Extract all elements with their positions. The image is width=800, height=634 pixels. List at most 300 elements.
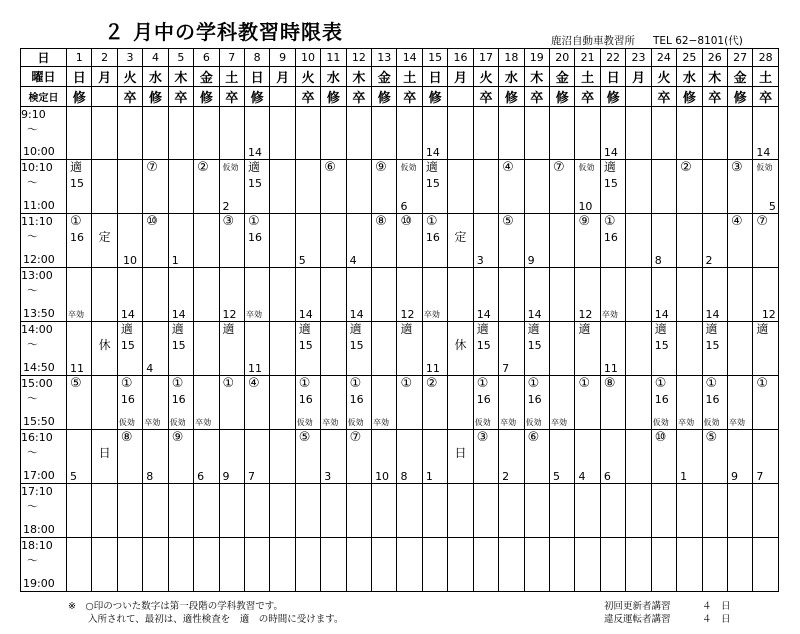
weekday: 月 (270, 67, 295, 87)
schedule-cell (397, 538, 422, 592)
weekday: 金 (727, 67, 752, 87)
cell-entry: ⑨ (375, 160, 387, 175)
schedule-cell (143, 430, 168, 484)
schedule-cell (702, 484, 727, 538)
schedule-cell (244, 430, 269, 484)
schedule-cell (753, 160, 778, 214)
schedule-cell (677, 107, 702, 160)
inspection-mark (626, 87, 651, 107)
cell-entry: 2 (222, 200, 230, 213)
schedule-cell (753, 376, 778, 430)
cell-entry: ① (476, 376, 489, 391)
cell-entry: ⑧ (375, 214, 387, 229)
schedule-cell (422, 268, 447, 322)
inspection-mark: 修 (143, 87, 168, 107)
cell-entry: 卒効 (423, 310, 440, 319)
lecture-summary (604, 600, 731, 626)
cell-entry: 適 (603, 160, 616, 174)
cell-entry: ⑩ (400, 214, 413, 229)
schedule-cell (753, 214, 778, 268)
schedule-cell (321, 322, 346, 376)
day-number: 24 (651, 49, 676, 67)
cell-entry: ① (756, 376, 769, 391)
schedule-cell (727, 430, 752, 484)
schedule-cell (651, 268, 676, 322)
cell-entry: ⑥ (527, 430, 540, 445)
weekday: 月 (92, 67, 117, 87)
cell-entry: ① (654, 376, 667, 391)
cell-entry: 11 (425, 362, 440, 375)
schedule-cell (753, 322, 778, 376)
schedule-cell (677, 268, 702, 322)
schedule-cell (753, 538, 778, 592)
inspection-mark: 卒 (397, 87, 422, 107)
time-end: 18:00 (23, 523, 55, 536)
cell-entry: 適 (756, 322, 769, 336)
day-row (21, 49, 779, 67)
schedule-cell (702, 268, 727, 322)
inspection-mark (270, 87, 295, 107)
cell-entry: ① (400, 376, 413, 391)
schedule-cell (346, 214, 371, 268)
schedule-cell (321, 484, 346, 538)
time-cell (21, 268, 67, 322)
weekday: 金 (372, 67, 397, 87)
schedule-cell (727, 322, 752, 376)
weekday: 金 (194, 67, 219, 87)
cell-entry: 12 (400, 308, 415, 321)
schedule-cell (117, 538, 142, 592)
cell-entry: 休 (98, 338, 111, 352)
schedule-cell (67, 538, 92, 592)
cell-entry: 16 (705, 393, 720, 406)
schedule-cell (397, 268, 422, 322)
cell-entry: 6 (400, 200, 408, 213)
schedule-cell (727, 376, 752, 430)
period-row (21, 160, 779, 214)
schedule-cell (346, 430, 371, 484)
schedule-cell (651, 538, 676, 592)
schedule-cell (600, 214, 625, 268)
cell-entry: 14 (705, 308, 720, 321)
schedule-cell (677, 160, 702, 214)
schedule-cell (67, 376, 92, 430)
cell-entry: ① (425, 214, 438, 229)
time-start: 14:00 (21, 323, 53, 336)
schedule-cell (499, 322, 524, 376)
schedule-cell (270, 376, 295, 430)
schedule-cell (270, 322, 295, 376)
schedule-cell (499, 376, 524, 430)
schedule-cell (372, 322, 397, 376)
schedule-cell (295, 322, 320, 376)
schedule-cell (575, 376, 600, 430)
cell-entry: 10 (375, 470, 390, 483)
cell-entry: 仮効 (118, 418, 135, 427)
weekday-row (21, 67, 779, 87)
cell-entry: 仮効 (652, 418, 669, 427)
schedule-cell (143, 268, 168, 322)
time-start: 17:10 (21, 485, 53, 498)
schedule-cell (67, 484, 92, 538)
time-cell (21, 376, 67, 430)
time-end: 19:00 (23, 577, 55, 590)
cell-entry: 適 (476, 322, 489, 336)
schedule-cell (397, 430, 422, 484)
cell-entry: ① (578, 376, 591, 391)
schedule-cell (67, 107, 92, 160)
schedule-cell (626, 430, 651, 484)
schedule-cell (677, 430, 702, 484)
cell-entry: 8 (146, 470, 154, 483)
schedule-cell (600, 430, 625, 484)
cell-entry: 適 (349, 322, 362, 336)
schedule-cell (600, 484, 625, 538)
inspection-mark: 修 (321, 87, 346, 107)
schedule-cell (448, 322, 473, 376)
cell-entry: 14 (120, 308, 135, 321)
schedule-cell (626, 484, 651, 538)
day-number: 2 (92, 49, 117, 67)
weekday: 木 (346, 67, 371, 87)
cell-entry: 14 (527, 308, 542, 321)
cell-entry: 9 (222, 470, 230, 483)
schedule-cell (346, 322, 371, 376)
cell-entry: 9 (527, 254, 535, 267)
schedule-cell (372, 484, 397, 538)
schedule-cell (321, 376, 346, 430)
schedule-cell (372, 538, 397, 592)
cell-entry: 適 (70, 160, 83, 174)
schedule-cell (651, 214, 676, 268)
time-tilde: 〜 (27, 338, 38, 351)
time-end: 12:00 (23, 253, 55, 266)
weekday: 土 (753, 67, 778, 87)
weekday: 火 (295, 67, 320, 87)
cell-entry: 14 (247, 146, 262, 159)
footnote-line-2: 入所されて、最初は、適性検査を 適 の時間に受けます。 (88, 614, 344, 625)
schedule-cell (575, 538, 600, 592)
cell-entry: 適 (705, 322, 718, 336)
cell-entry: 10 (123, 254, 138, 267)
schedule-cell (219, 107, 244, 160)
schedule-cell (143, 538, 168, 592)
schedule-cell (727, 160, 752, 214)
day-number: 7 (219, 49, 244, 67)
schedule-cell (270, 538, 295, 592)
schedule-cell (194, 538, 219, 592)
schedule-cell (143, 376, 168, 430)
cell-entry: 仮効 (756, 163, 773, 172)
schedule-cell (550, 538, 575, 592)
weekday: 火 (473, 67, 498, 87)
inspection-mark: 卒 (651, 87, 676, 107)
schedule-cell (372, 376, 397, 430)
period-row (21, 538, 779, 592)
school-info (551, 33, 743, 48)
schedule-cell (550, 484, 575, 538)
cell-entry: 16 (298, 393, 313, 406)
cell-entry: 14 (425, 146, 440, 159)
schedule-cell (295, 430, 320, 484)
schedule-cell (550, 322, 575, 376)
cell-entry: ② (680, 160, 692, 175)
schedule-cell (295, 538, 320, 592)
schedule-cell (499, 160, 524, 214)
time-end: 13:50 (23, 307, 55, 320)
period-row (21, 484, 779, 538)
cell-entry: 14 (171, 308, 186, 321)
schedule-cell (92, 430, 117, 484)
time-cell (21, 160, 67, 214)
schedule-cell (117, 160, 142, 214)
inspection-mark: 卒 (168, 87, 193, 107)
inspection-mark: 卒 (219, 87, 244, 107)
cell-entry: 5 (298, 254, 306, 267)
day-row-label: 日 (21, 49, 67, 67)
schedule-cell (117, 268, 142, 322)
cell-entry: 15 (349, 339, 364, 352)
schedule-cell (626, 160, 651, 214)
inspection-mark: 卒 (473, 87, 498, 107)
cell-entry: 14 (349, 308, 364, 321)
cell-entry: 仮効 (400, 163, 417, 172)
schedule-cell (397, 322, 422, 376)
cell-entry: ④ (502, 160, 514, 175)
schedule-cell (448, 160, 473, 214)
time-end: 10:00 (23, 145, 55, 158)
schedule-cell (295, 107, 320, 160)
schedule-cell (677, 214, 702, 268)
schedule-cell (575, 322, 600, 376)
cell-entry: 4 (146, 362, 154, 375)
schedule-cell (473, 107, 498, 160)
schedule-cell (499, 538, 524, 592)
period-row (21, 268, 779, 322)
schedule-cell (473, 322, 498, 376)
inspection-mark: 修 (600, 87, 625, 107)
day-number: 11 (321, 49, 346, 67)
weekday: 木 (168, 67, 193, 87)
cell-entry: 卒効 (500, 418, 517, 427)
schedule-cell (270, 484, 295, 538)
schedule-cell (626, 107, 651, 160)
schedule-cell (143, 160, 168, 214)
cell-entry: 11 (247, 362, 262, 375)
cell-entry: 5 (553, 470, 561, 483)
cell-entry: 卒効 (245, 310, 262, 319)
cell-entry: 16 (603, 231, 618, 244)
schedule-cell (219, 214, 244, 268)
schedule-cell (600, 538, 625, 592)
time-tilde: 〜 (27, 554, 38, 567)
cell-entry: ① (603, 214, 616, 229)
page-title: ２ 月中の学科教習時限表 (104, 20, 343, 44)
schedule-cell (575, 107, 600, 160)
schedule-cell (473, 268, 498, 322)
schedule-cell (422, 538, 447, 592)
schedule-cell (168, 538, 193, 592)
time-start: 11:10 (21, 215, 53, 228)
cell-entry: 14 (298, 308, 313, 321)
time-cell (21, 430, 67, 484)
day-number: 18 (499, 49, 524, 67)
schedule-cell (448, 538, 473, 592)
schedule-cell (524, 268, 549, 322)
schedule-cell (651, 430, 676, 484)
schedule-cell (372, 107, 397, 160)
schedule-cell (92, 107, 117, 160)
cell-entry: 適 (425, 160, 438, 174)
schedule-cell (295, 268, 320, 322)
schedule-cell (295, 484, 320, 538)
cell-entry: 6 (197, 470, 205, 483)
schedule-cell (499, 430, 524, 484)
cell-entry: 卒効 (373, 418, 390, 427)
schedule-cell (702, 214, 727, 268)
day-number: 4 (143, 49, 168, 67)
cell-entry: 14 (476, 308, 491, 321)
cell-entry: 16 (654, 393, 669, 406)
period-row (21, 107, 779, 160)
period-row (21, 430, 779, 484)
cell-entry: 14 (756, 146, 771, 159)
schedule-cell (321, 214, 346, 268)
weekday: 土 (575, 67, 600, 87)
time-start: 9:10 (21, 108, 46, 121)
day-number: 9 (270, 49, 295, 67)
inspection-mark (92, 87, 117, 107)
cell-entry: 適 (654, 322, 667, 336)
day-number: 3 (117, 49, 142, 67)
time-end: 15:50 (23, 415, 55, 428)
day-number: 14 (397, 49, 422, 67)
cell-entry: 7 (756, 470, 764, 483)
schedule-cell (346, 376, 371, 430)
schedule-cell (168, 430, 193, 484)
schedule-cell (727, 484, 752, 538)
cell-entry: ⑦ (553, 160, 565, 175)
cell-entry: 2 (502, 470, 510, 483)
schedule-cell (270, 107, 295, 160)
schedule-cell (422, 376, 447, 430)
schedule-cell (346, 538, 371, 592)
school-tel: TEL 62−8101(代) (653, 35, 743, 47)
time-tilde: 〜 (27, 176, 38, 189)
cell-entry: 卒効 (728, 418, 745, 427)
schedule-cell (550, 268, 575, 322)
cell-entry: 定 (454, 230, 467, 244)
day-number: 22 (600, 49, 625, 67)
schedule-cell (244, 484, 269, 538)
schedule-cell (270, 160, 295, 214)
time-cell (21, 214, 67, 268)
schedule-cell (550, 430, 575, 484)
cell-entry: 仮効 (474, 418, 491, 427)
inspection-row-label: 検定日 (21, 87, 67, 107)
cell-entry: 適 (222, 322, 235, 336)
cell-entry: 12 (761, 308, 776, 321)
schedule-cell (219, 322, 244, 376)
footnote-line-1: ※ ○印のついた数字は第一段階の学科教習です。 (68, 601, 283, 612)
cell-entry: ① (705, 376, 718, 391)
cell-entry: 3 (324, 470, 332, 483)
schedule-cell (600, 376, 625, 430)
cell-entry: ① (247, 214, 260, 229)
cell-entry: 卒効 (195, 418, 212, 427)
schedule-cell (422, 107, 447, 160)
schedule-cell (168, 107, 193, 160)
schedule-cell (448, 107, 473, 160)
schedule-cell (397, 484, 422, 538)
period-row (21, 322, 779, 376)
time-start: 16:10 (21, 431, 53, 444)
school-name: 鹿沼自動車教習所 (551, 35, 635, 47)
cell-entry: 16 (476, 393, 491, 406)
schedule-cell (524, 484, 549, 538)
cell-entry: 10 (578, 200, 593, 213)
inspection-mark: 卒 (295, 87, 320, 107)
schedule-cell (473, 538, 498, 592)
cell-entry: ④ (730, 214, 743, 229)
day-number: 16 (448, 49, 473, 67)
schedule-cell (219, 484, 244, 538)
cell-entry: ⑧ (603, 376, 616, 391)
schedule-cell (651, 376, 676, 430)
schedule-cell (372, 430, 397, 484)
cell-entry: 16 (247, 231, 262, 244)
schedule-cell (600, 268, 625, 322)
inspection-mark: 修 (422, 87, 447, 107)
day-number: 6 (194, 49, 219, 67)
cell-entry: ⑦ (146, 160, 158, 175)
schedule-cell (244, 214, 269, 268)
cell-entry: 適 (120, 322, 133, 336)
schedule-cell (143, 484, 168, 538)
cell-entry: 適 (298, 322, 311, 336)
schedule-cell (194, 430, 219, 484)
schedule-cell (550, 160, 575, 214)
time-cell (21, 538, 67, 592)
inspection-mark: 卒 (753, 87, 778, 107)
schedule-cell (244, 538, 269, 592)
cell-entry: 適 (527, 322, 540, 336)
cell-entry: ⑩ (146, 214, 158, 229)
schedule-cell (194, 376, 219, 430)
schedule-cell (499, 484, 524, 538)
cell-entry: 卒効 (322, 418, 339, 427)
cell-entry: 16 (349, 393, 364, 406)
cell-entry: ⑧ (120, 430, 133, 445)
cell-entry: 卒効 (601, 310, 618, 319)
schedule-cell (753, 107, 778, 160)
inspection-mark: 修 (244, 87, 269, 107)
schedule-cell (753, 430, 778, 484)
schedule-cell (117, 430, 142, 484)
period-row (21, 214, 779, 268)
cell-entry: 16 (425, 231, 440, 244)
weekday: 月 (626, 67, 651, 87)
footnote (68, 600, 344, 626)
schedule-cell (651, 160, 676, 214)
cell-entry: 1 (425, 470, 433, 483)
schedule-cell (448, 214, 473, 268)
inspection-mark: 卒 (575, 87, 600, 107)
weekday: 金 (550, 67, 575, 87)
cell-entry: 9 (730, 470, 738, 483)
schedule-cell (194, 214, 219, 268)
weekday: 日 (244, 67, 269, 87)
